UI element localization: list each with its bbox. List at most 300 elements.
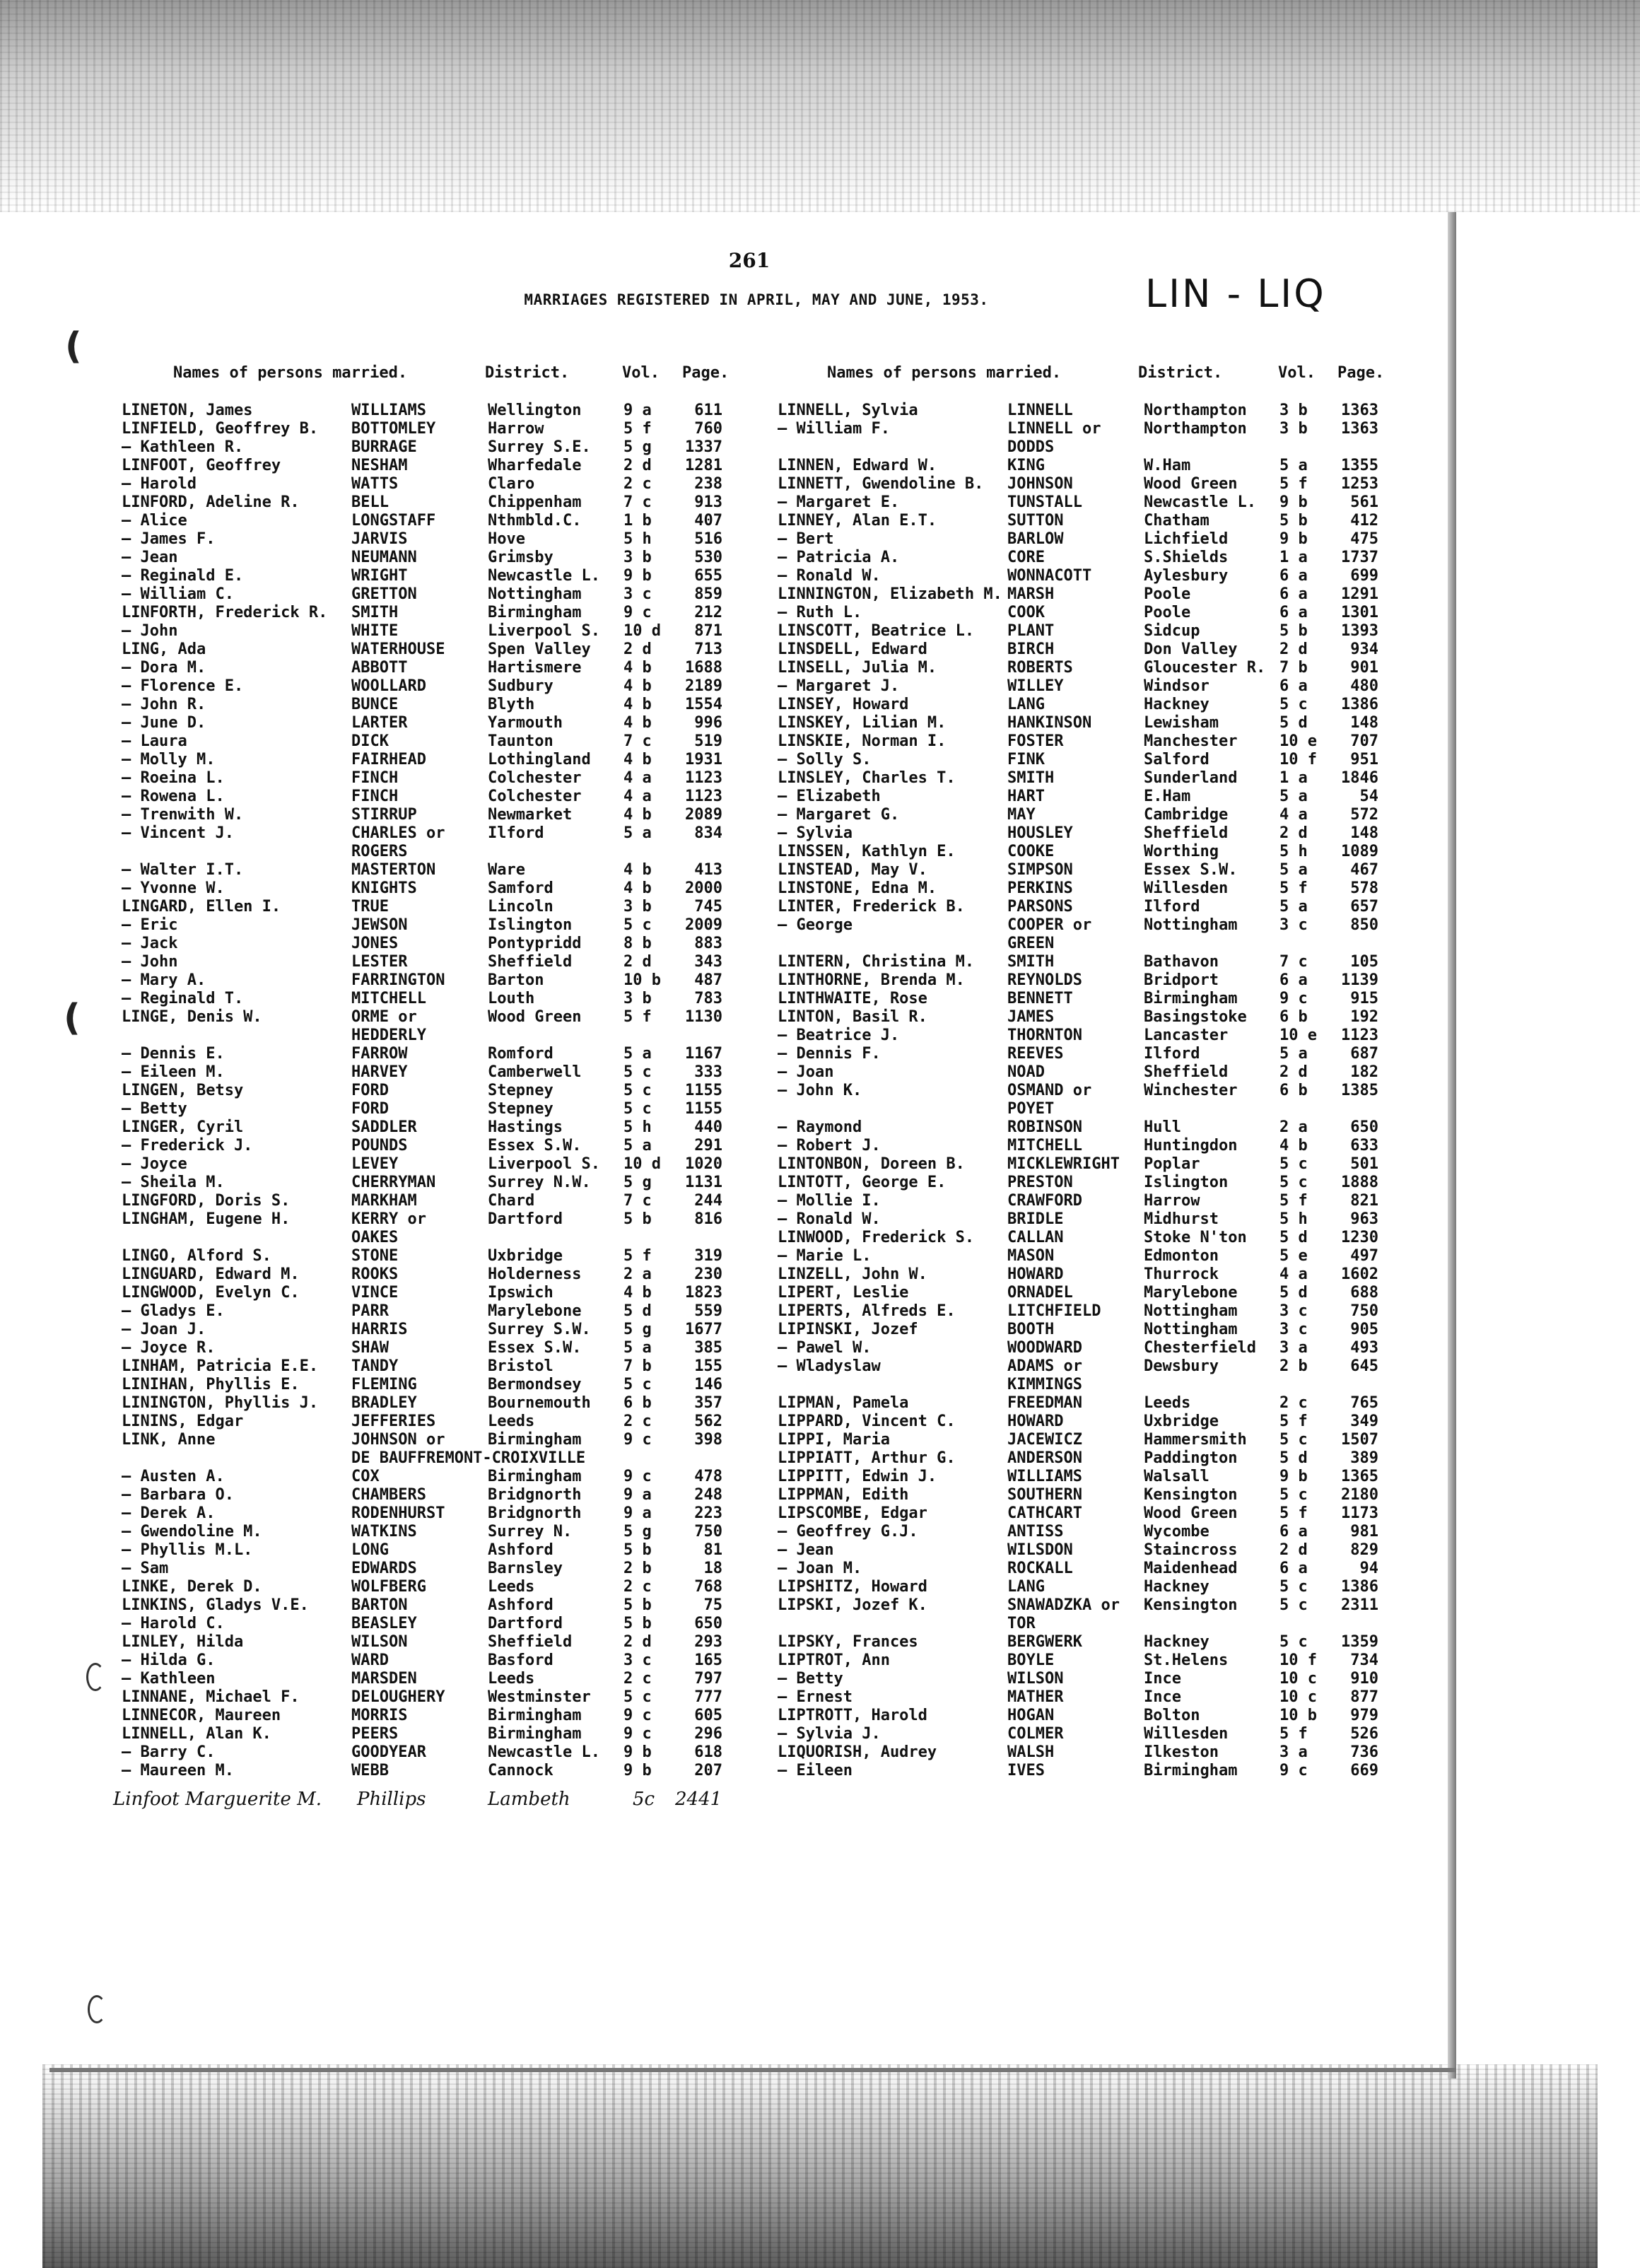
entry-spouse-surname: HOWARD	[1007, 1265, 1064, 1283]
entry-spouse-surname: SHAW	[351, 1339, 389, 1357]
entry-name: LINGFORD, Doris S.	[122, 1192, 291, 1210]
entry-volume: 5 a	[1279, 1045, 1308, 1063]
entry-volume: 5 f	[1279, 1192, 1308, 1210]
entry-name: — Rowena L.	[122, 788, 225, 805]
entry-district: Ashford	[488, 1596, 554, 1614]
entry-spouse-surname: SMITH	[351, 604, 399, 621]
entry-page: 559	[694, 1302, 722, 1320]
entry-page: 146	[694, 1376, 722, 1393]
entry-page: 230	[694, 1265, 722, 1283]
entry-district: Sheffield	[488, 953, 573, 971]
entry-district: Manchester	[1144, 732, 1238, 750]
entry-volume: 10 d	[623, 1155, 661, 1173]
entry-volume: 5 f	[1279, 1725, 1308, 1743]
entry-spouse-surname: SNAWADZKA or	[1007, 1596, 1120, 1614]
handwritten-page: 2441	[675, 1789, 722, 1810]
entry-spouse-surname: COOK	[1007, 604, 1045, 621]
entry-volume: 7 c	[1279, 953, 1308, 971]
entry-district: Marylebone	[1144, 1284, 1238, 1302]
entry-spouse-surname: BENNETT	[1007, 990, 1073, 1007]
handwritten-district: Lambeth	[488, 1789, 570, 1810]
entry-volume: 5 a	[623, 824, 652, 842]
entry-name: — Joyce	[122, 1155, 187, 1173]
entry-spouse-surname: LESTER	[351, 953, 408, 971]
entry-spouse-surname: COLMER	[1007, 1725, 1064, 1743]
entry-district: Essex S.W.	[488, 1339, 582, 1357]
entry-volume: 6 a	[1279, 585, 1308, 603]
entry-volume: 5 h	[1279, 1210, 1308, 1228]
entry-volume: 2 c	[623, 475, 652, 493]
entry-district: Hackney	[1144, 696, 1210, 713]
entry-spouse-surname: MAY	[1007, 806, 1036, 824]
entry-district: Ilford	[1144, 1045, 1200, 1063]
entry-spouse-surname: FINK	[1007, 751, 1045, 768]
entry-name: LINNINGTON, Elizabeth M.	[778, 585, 1002, 603]
entry-name: LIPSKY, Frances	[778, 1633, 918, 1651]
entry-page: 797	[694, 1670, 722, 1688]
entry-district: Hackney	[1144, 1578, 1210, 1596]
entry-district: Islington	[488, 916, 573, 934]
entry-page: 412	[1350, 512, 1378, 530]
entry-volume: 5 b	[1279, 622, 1308, 640]
entry-district: Harrow	[488, 420, 544, 438]
entry-page: 561	[1350, 493, 1378, 511]
entry-volume: 5 c	[623, 916, 652, 934]
entry-name: — Trenwith W.	[122, 806, 244, 824]
entry-district: Lancaster	[1144, 1027, 1229, 1044]
entry-spouse-surname: HOGAN	[1007, 1707, 1055, 1724]
entry-page: 1253	[1341, 475, 1378, 493]
entry-spouse-surname: ORNADEL	[1007, 1284, 1073, 1302]
entry-page: 475	[1350, 530, 1378, 548]
entry-spouse-surname: REEVES	[1007, 1045, 1064, 1063]
entry-page: 291	[694, 1137, 722, 1155]
entry-spouse-surname: WOODWARD	[1007, 1339, 1082, 1357]
entry-district: Windsor	[1144, 677, 1210, 695]
entry-district: Stoke N'ton	[1144, 1229, 1247, 1246]
entry-volume: 5 h	[1279, 843, 1308, 860]
entry-volume: 5 e	[1279, 1247, 1308, 1265]
entry-district: Taunton	[488, 732, 554, 750]
entry-volume: 5 c	[623, 1376, 652, 1393]
entry-district: St.Helens	[1144, 1652, 1229, 1669]
entry-page: 877	[1350, 1688, 1378, 1706]
entry-name: — Sylvia	[778, 824, 853, 842]
entry-spouse-surname: WARD	[351, 1652, 389, 1669]
entry-spouse-surname: COOKE	[1007, 843, 1055, 860]
entry-volume: 9 c	[623, 1431, 652, 1449]
entry-page: 75	[703, 1596, 722, 1614]
entry-spouse-surname: WONNACOTT	[1007, 567, 1092, 585]
entry-volume: 5 f	[1279, 1413, 1308, 1430]
entry-volume: 6 a	[1279, 604, 1308, 621]
entry-page: 248	[694, 1486, 722, 1504]
entry-spouse-surname: BARLOW	[1007, 530, 1064, 548]
entry-spouse-surname: SMITH	[1007, 769, 1055, 787]
entry-district: Birmingham	[488, 1431, 582, 1449]
entry-volume: 2 d	[623, 953, 652, 971]
entry-page: 1393	[1341, 622, 1378, 640]
entry-district: Walsall	[1144, 1468, 1210, 1485]
entry-spouse-surname: MARKHAM	[351, 1192, 417, 1210]
entry-name: — Wladyslaw	[778, 1357, 881, 1375]
entry-district: Essex S.W.	[488, 1137, 582, 1155]
entry-volume: 3 b	[1279, 402, 1308, 419]
entry-page: 165	[694, 1652, 722, 1669]
entry-page: 389	[1350, 1449, 1378, 1467]
entry-name: LINSLEY, Charles T.	[778, 769, 956, 787]
entry-district: Wood Green	[488, 1008, 582, 1026]
entry-spouse-surname: JOHNSON or	[351, 1431, 445, 1449]
entry-page: 349	[1350, 1413, 1378, 1430]
entry-volume: 2 b	[623, 1560, 652, 1577]
column-header-vol: Vol.	[1278, 364, 1316, 382]
entry-page: 413	[694, 861, 722, 879]
entry-volume: 6 b	[1279, 1082, 1308, 1099]
entry-page: 238	[694, 475, 722, 493]
entry-page: 859	[694, 585, 722, 603]
entry-district: Huntingdon	[1144, 1137, 1238, 1155]
entry-spouse-surname: BRIDLE	[1007, 1210, 1064, 1228]
entry-page: 501	[1350, 1155, 1378, 1173]
entry-name: LINSKEY, Lilian M.	[778, 714, 947, 732]
entry-volume: 1 b	[623, 512, 652, 530]
entry-spouse-surname: FORD	[351, 1082, 389, 1099]
entry-name: LINETON, James	[122, 402, 253, 419]
entry-spouse-surname: PARSONS	[1007, 898, 1073, 916]
entry-spouse-surname: POUNDS	[351, 1137, 408, 1155]
entry-spouse-surname: LEVEY	[351, 1155, 399, 1173]
entry-district: Ashford	[488, 1541, 554, 1559]
entry-district: Hartismere	[488, 659, 582, 677]
entry-spouse-surname: TUNSTALL	[1007, 493, 1082, 511]
entry-name: — Ruth L.	[778, 604, 862, 621]
entry-district: Liverpool S.	[488, 622, 600, 640]
entry-page: 1385	[1341, 1082, 1378, 1099]
entry-spouse-surname: JOHNSON	[1007, 475, 1073, 493]
entry-spouse-surname: HOWARD	[1007, 1413, 1064, 1430]
entry-spouse-surname: CRAWFORD	[1007, 1192, 1082, 1210]
entry-volume: 2 d	[1279, 824, 1308, 842]
entry-district: Poole	[1144, 604, 1191, 621]
entry-volume: 2 c	[1279, 1394, 1308, 1412]
entry-volume: 6 a	[1279, 567, 1308, 585]
entry-spouse-surname: BRADLEY	[351, 1394, 417, 1412]
entry-page: 516	[694, 530, 722, 548]
entry-page: 1155	[685, 1082, 722, 1099]
entry-page: 905	[1350, 1321, 1378, 1338]
entry-page: 1931	[685, 751, 722, 768]
entry-volume: 5 a	[623, 1137, 652, 1155]
entry-page: 750	[694, 1523, 722, 1541]
entry-volume: 2 a	[623, 1265, 652, 1283]
entry-name: — June D.	[122, 714, 206, 732]
entry-name: — Jack	[122, 935, 178, 952]
entry-volume: 3 c	[1279, 916, 1308, 934]
entry-volume: 3 a	[1279, 1339, 1308, 1357]
entry-volume: 4 a	[1279, 1265, 1308, 1283]
handwritten-name: Linfoot Marguerite M.	[113, 1789, 322, 1810]
entry-spouse-surname: STIRRUP	[351, 806, 417, 824]
entry-page: 777	[694, 1688, 722, 1706]
entry-name: LIPERT, Leslie	[778, 1284, 909, 1302]
entry-name: LINTHWAITE, Rose	[778, 990, 927, 1007]
entry-name: — Joan M.	[778, 1560, 862, 1577]
entry-name: — Walter I.T.	[122, 861, 244, 879]
entry-page: 1823	[685, 1284, 722, 1302]
entry-page: 1155	[685, 1100, 722, 1118]
entry-page: 688	[1350, 1284, 1378, 1302]
entry-name: — Patricia A.	[778, 549, 900, 566]
entry-volume: 9 c	[1279, 1762, 1308, 1779]
entry-volume: 5 g	[623, 1321, 652, 1338]
entry-volume: 9 a	[623, 1486, 652, 1504]
entry-name: LIPPITT, Edwin J.	[778, 1468, 937, 1485]
index-range: LIN - LIQ	[1145, 271, 1326, 316]
entry-district: Northampton	[1144, 420, 1247, 438]
entry-volume: 7 c	[623, 493, 652, 511]
entry-volume: 5 h	[623, 1118, 652, 1136]
entry-district: Staincross	[1144, 1541, 1238, 1559]
entry-district: Salford	[1144, 751, 1210, 768]
entry-page: 1281	[685, 457, 722, 474]
entry-name: — John K.	[778, 1082, 862, 1099]
entry-volume: 3 c	[623, 1652, 652, 1669]
entry-name: LINTOTT, George E.	[778, 1174, 947, 1191]
entry-district: Newmarket	[488, 806, 573, 824]
entry-spouse-surname: HEDDERLY	[351, 1027, 426, 1044]
entry-spouse-surname: ROOKS	[351, 1265, 399, 1283]
entry-spouse-surname: DE BAUFFREMONT-CROIXVILLE	[351, 1449, 586, 1467]
entry-volume: 5 f	[1279, 1504, 1308, 1522]
entry-volume: 5 c	[1279, 1596, 1308, 1614]
entry-spouse-surname: LANG	[1007, 696, 1045, 713]
entry-spouse-surname: BOTTOMLEY	[351, 420, 436, 438]
entry-volume: 2 d	[1279, 1541, 1308, 1559]
entry-page: 105	[1350, 953, 1378, 971]
entry-page: 707	[1350, 732, 1378, 750]
entry-page: 1301	[1341, 604, 1378, 621]
entry-district: Uxbridge	[1144, 1413, 1219, 1430]
entry-page: 1677	[685, 1321, 722, 1338]
entry-page: 736	[1350, 1743, 1378, 1761]
entry-name: — Bert	[778, 530, 834, 548]
entry-spouse-surname: WALSH	[1007, 1743, 1055, 1761]
entry-district: Hull	[1144, 1118, 1181, 1136]
entry-district: W.Ham	[1144, 457, 1191, 474]
entry-name: — Solly S.	[778, 751, 872, 768]
entry-page: 148	[1350, 824, 1378, 842]
entry-spouse-surname: JEFFERIES	[351, 1413, 436, 1430]
entry-spouse-surname: WOOLLARD	[351, 677, 426, 695]
entry-name: — Beatrice J.	[778, 1027, 900, 1044]
entry-page: 530	[694, 549, 722, 566]
page-number: 261	[728, 249, 771, 272]
column-header-page: Page.	[682, 364, 730, 382]
entry-district: Sheffield	[1144, 824, 1229, 842]
entry-page: 385	[694, 1339, 722, 1357]
entry-spouse-surname: WILSON	[1007, 1670, 1064, 1688]
entry-name: — Harold C.	[122, 1615, 225, 1632]
entry-spouse-surname: VINCE	[351, 1284, 399, 1302]
entry-district: Marylebone	[488, 1302, 582, 1320]
entry-name: — Jean	[122, 549, 178, 566]
entry-volume: 10 b	[1279, 1707, 1317, 1724]
entry-spouse-surname: LONG	[351, 1541, 389, 1559]
entry-page: 910	[1350, 1670, 1378, 1688]
entry-district: Ilford	[488, 824, 544, 842]
entry-name: — Sheila M.	[122, 1174, 225, 1191]
entry-volume: 9 b	[1279, 530, 1308, 548]
entry-district: Camberwell	[488, 1063, 582, 1081]
entry-volume: 9 a	[623, 402, 652, 419]
entry-district: Bathavon	[1144, 953, 1219, 971]
scan-noise-bottom	[42, 2064, 1598, 2268]
entry-spouse-surname: ABBOTT	[351, 659, 408, 677]
entry-name: — Barbara O.	[122, 1486, 234, 1504]
entry-district: Hove	[488, 530, 525, 548]
entry-spouse-surname: ANDERSON	[1007, 1449, 1082, 1467]
entry-page: 963	[1350, 1210, 1378, 1228]
entry-volume: 9 b	[623, 1743, 652, 1761]
entry-spouse-surname: ANTISS	[1007, 1523, 1064, 1541]
entry-district: Nthmbld.C.	[488, 512, 582, 530]
entry-page: 54	[1359, 788, 1378, 805]
entry-district: Nottingham	[1144, 1321, 1238, 1338]
entry-district: Sidcup	[1144, 622, 1200, 640]
entry-spouse-surname: WILSDON	[1007, 1541, 1073, 1559]
entry-spouse-surname: BERGWERK	[1007, 1633, 1082, 1651]
entry-name: LIPSKI, Jozef K.	[778, 1596, 927, 1614]
entry-volume: 3 b	[623, 549, 652, 566]
entry-spouse-surname: OAKES	[351, 1229, 399, 1246]
entry-volume: 3 b	[623, 898, 652, 916]
entry-district: Wharfedale	[488, 457, 582, 474]
entry-page: 981	[1350, 1523, 1378, 1541]
entry-name: — Margaret E.	[778, 493, 900, 511]
entry-district: Lincoln	[488, 898, 554, 916]
entry-district: Blyth	[488, 696, 535, 713]
entry-page: 1386	[1341, 696, 1378, 713]
entry-page: 657	[1350, 898, 1378, 916]
entry-spouse-surname: BELL	[351, 493, 389, 511]
entry-spouse-surname: GREEN	[1007, 935, 1055, 952]
entry-spouse-surname: CHAMBERS	[351, 1486, 426, 1504]
entry-name: — George	[778, 916, 853, 934]
entry-name: LINGEN, Betsy	[122, 1082, 244, 1099]
entry-name: — Hilda G.	[122, 1652, 216, 1669]
entry-spouse-surname: BOYLE	[1007, 1652, 1055, 1669]
entry-spouse-surname: NEUMANN	[351, 549, 417, 566]
entry-spouse-surname: ROCKALL	[1007, 1560, 1073, 1577]
entry-page: 1230	[1341, 1229, 1378, 1246]
entry-volume: 3 a	[1279, 1743, 1308, 1761]
entry-spouse-surname: DICK	[351, 732, 389, 750]
entry-spouse-surname: THORNTON	[1007, 1027, 1082, 1044]
entry-name: LINGER, Cyril	[122, 1118, 244, 1136]
entry-district: Wood Green	[1144, 475, 1238, 493]
entry-name: — Phyllis M.L.	[122, 1541, 253, 1559]
entry-volume: 10 e	[1279, 732, 1317, 750]
entry-page: 1020	[685, 1155, 722, 1173]
entry-volume: 7 b	[1279, 659, 1308, 677]
entry-volume: 5 d	[1279, 1449, 1308, 1467]
entry-district: Birmingham	[1144, 1762, 1238, 1779]
entry-name: LIPPARD, Vincent C.	[778, 1413, 956, 1430]
entry-volume: 4 a	[1279, 806, 1308, 824]
entry-volume: 4 b	[623, 861, 652, 879]
entry-page: 207	[694, 1762, 722, 1779]
entry-district: Chippenham	[488, 493, 582, 511]
entry-name: — Harold	[122, 475, 197, 493]
entry-volume: 10 c	[1279, 1670, 1317, 1688]
entry-page: 1130	[685, 1008, 722, 1026]
entry-spouse-surname: ROGERS	[351, 843, 408, 860]
entry-volume: 7 c	[623, 1192, 652, 1210]
entry-name: — Alice	[122, 512, 187, 530]
entry-spouse-surname: GRETTON	[351, 585, 417, 603]
entry-volume: 9 b	[623, 567, 652, 585]
entry-name: — Ernest	[778, 1688, 853, 1706]
entry-spouse-surname: WILLEY	[1007, 677, 1064, 695]
entry-name: LINFORD, Adeline R.	[122, 493, 300, 511]
entry-volume: 6 a	[1279, 1560, 1308, 1577]
entry-page: 526	[1350, 1725, 1378, 1743]
entry-spouse-surname: FREEDMAN	[1007, 1394, 1082, 1412]
entry-volume: 6 a	[1279, 971, 1308, 989]
entry-volume: 2 a	[1279, 1118, 1308, 1136]
entry-page: 148	[1350, 714, 1378, 732]
entry-district: Colchester	[488, 769, 582, 787]
entry-spouse-surname: SOUTHERN	[1007, 1486, 1082, 1504]
entry-spouse-surname: FOSTER	[1007, 732, 1064, 750]
entry-page: 1131	[685, 1174, 722, 1191]
entry-name: — Jean	[778, 1541, 834, 1559]
entry-name: LINFORTH, Frederick R.	[122, 604, 328, 621]
entry-district: Basingstoke	[1144, 1008, 1247, 1026]
entry-name: LINSKIE, Norman I.	[778, 732, 947, 750]
entry-name: — Maureen M.	[122, 1762, 234, 1779]
entry-page: 669	[1350, 1762, 1378, 1779]
entry-spouse-surname: CALLAN	[1007, 1229, 1064, 1246]
entry-page: 18	[703, 1560, 722, 1577]
entry-page: 713	[694, 641, 722, 658]
entry-name: LINGHAM, Eugene H.	[122, 1210, 291, 1228]
entry-name: LINGUARD, Edward M.	[122, 1265, 300, 1283]
entry-page: 1507	[1341, 1431, 1378, 1449]
entry-district: Leeds	[1144, 1394, 1191, 1412]
entry-district: Romford	[488, 1045, 554, 1063]
entry-spouse-surname: FLEMING	[351, 1376, 417, 1393]
entry-name: LINIHAN, Phyllis E.	[122, 1376, 300, 1393]
entry-page: 1363	[1341, 420, 1378, 438]
entry-name: LINTONBON, Doreen B.	[778, 1155, 965, 1173]
entry-spouse-surname: WILLIAMS	[351, 402, 426, 419]
entry-spouse-surname: ROBERTS	[1007, 659, 1073, 677]
entry-spouse-surname: HART	[1007, 788, 1045, 805]
entry-district: Nottingham	[1144, 1302, 1238, 1320]
entry-volume: 5 b	[623, 1541, 652, 1559]
entry-page: 1291	[1341, 585, 1378, 603]
entry-district: Lothingland	[488, 751, 591, 768]
entry-volume: 4 b	[623, 714, 652, 732]
entry-page: 296	[694, 1725, 722, 1743]
entry-district: Winchester	[1144, 1082, 1238, 1099]
entry-spouse-surname: SIMPSON	[1007, 861, 1073, 879]
entry-volume: 9 b	[623, 1762, 652, 1779]
entry-district: Cannock	[488, 1762, 554, 1779]
entry-page: 182	[1350, 1063, 1378, 1081]
